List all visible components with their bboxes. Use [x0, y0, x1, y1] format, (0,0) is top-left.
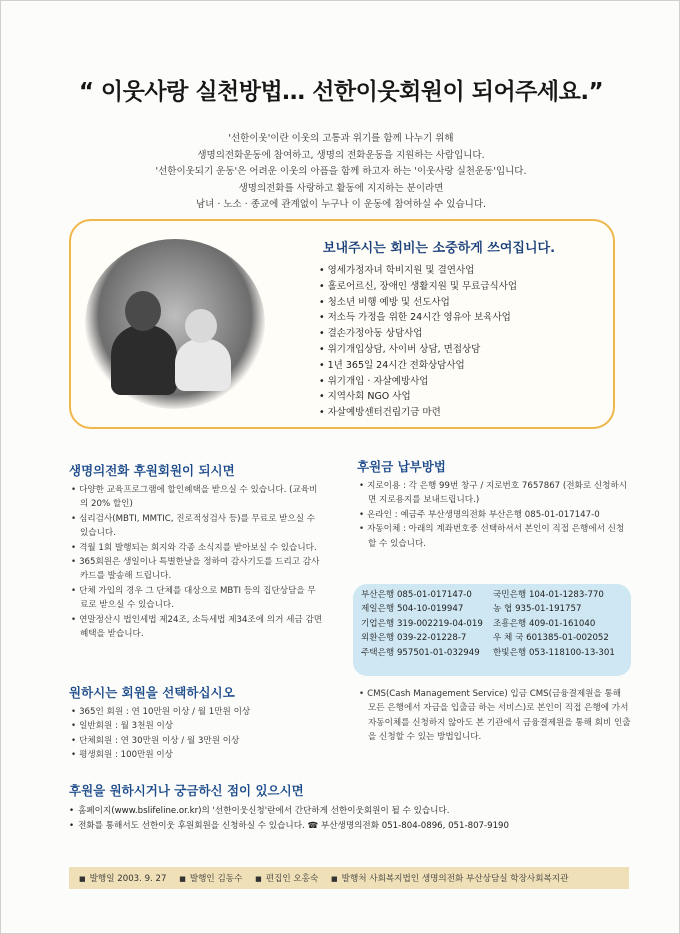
- list-item: • CMS(Cash Management Service) 입금 CMS(금융결제원을 통해 모든 은행에서 자금을 입출금 하는 서비스)로 본인이 직접 은행에 가서 자동이체를 신청하지 않아도 본 기관에서 금융결제원을 통해 회비 인출을 신청할 수 있는 방법입니다.: [359, 687, 631, 745]
- list-item: • 지로이용 : 각 은행 99번 창구 / 지로번호 7657867 (전화로 신청하시면 지로용지를 보내드립니다.): [359, 479, 631, 508]
- bank-column-right: [493, 588, 615, 660]
- bank-account: 우 체 국 601385-01-002052: [493, 633, 609, 644]
- list-item: • 일반회원 : 월 3천원 이상: [71, 719, 323, 733]
- person-head: [185, 309, 217, 343]
- list-item: • 자동이체 : 아래의 계좌번호중 선택하셔서 본인이 직접 은행에서 신청할 수 있습니다.: [359, 522, 631, 551]
- fund-usage-title: 보내주시는 회비는 소중하게 쓰여집니다.: [323, 241, 556, 256]
- bank-account: 기업은행 319-002219-04-019: [361, 618, 483, 629]
- list-item: • 격월 1회 발행되는 회지와 각종 소식지를 받아보실 수 있습니다.: [71, 541, 323, 555]
- bank-account: 외환은행 039-22-01228-7: [361, 633, 467, 644]
- list-item: • 1년 365일 24시간 전화상담사업: [319, 358, 517, 374]
- intro-line: 생명의전화운동에 참여하고, 생명의 전화운동을 지원하는 사람입니다.: [197, 149, 485, 161]
- bank-account: 한빛은행 053-118100-13-301: [493, 647, 615, 658]
- payment-title: 후원금 납부방법: [357, 459, 446, 474]
- benefits-title: 생명의전화 후원회원이 되시면: [69, 463, 235, 478]
- bank-account: 부산은행 085-01-017147-0: [361, 590, 472, 600]
- list-item: • 연말정산시 법인세법 제24조, 소득세법 제34조에 의거 세금 감면혜택을 받습니다.: [71, 613, 323, 642]
- membership-list: [71, 705, 323, 763]
- bank-column-left: [361, 588, 483, 660]
- bank-account: 제일은행 504-10-019947: [361, 604, 464, 615]
- list-item: • 다양한 교육프로그램에 할인혜택을 받으실 수 있습니다. (교육비의 20% 할인): [71, 483, 323, 512]
- list-item: • 지역사회 NGO 사업: [319, 389, 517, 405]
- cms-note: [359, 687, 631, 745]
- person-head: [125, 291, 161, 331]
- payment-list: [359, 479, 631, 551]
- intro-line: 생명의전화를 사랑하고 활동에 지지하는 분이라면: [238, 182, 444, 194]
- inquiry-contact: [69, 804, 509, 834]
- bank-account: 주택은행 957501-01-032949: [361, 647, 480, 658]
- fund-usage-list: [319, 263, 517, 421]
- publish-date: ■ 발행일 2003. 9. 27: [79, 874, 166, 884]
- list-item: • 자살예방센터건립기금 마련: [319, 405, 517, 421]
- bank-accounts-box: [353, 584, 631, 676]
- list-item: • 365인 회원 : 연 10만원 이상 / 월 1만원 이상: [71, 705, 323, 719]
- list-item: • 단체 가입의 경우 그 단체를 대상으로 MBTI 등의 집단상담을 무료로 받으실 수 있습니다.: [71, 584, 323, 613]
- inquiry-title: 후원을 원하시거나 궁금하신 점이 있으시면: [69, 783, 304, 798]
- issuer: ■ 발행처 사회복지법인 생명의전화 부산상담실 학장사회복지관: [331, 874, 568, 884]
- list-item: • 심리검사(MBTI, MMTIC, 진로적성검사 등)를 무료로 받으실 수 있습니다.: [71, 512, 323, 541]
- bank-account: 농 협 935-01-191757: [493, 604, 582, 615]
- list-item: • 위기개입 · 자살예방사업: [319, 374, 517, 390]
- list-item: • 단체회원 : 연 30만원 이상 / 월 3만원 이상: [71, 734, 323, 748]
- intro-text: [91, 131, 591, 214]
- benefits-list: [71, 483, 323, 641]
- list-item: • 위기개입상담, 사이버 상담, 면접상담: [319, 342, 517, 358]
- fund-usage-box: [69, 219, 615, 429]
- intro-line: '선한이웃'이란 이웃의 고통과 위기를 함께 나누기 위해: [228, 133, 454, 144]
- bank-account: 국민은행 104-01-1283-770: [493, 590, 604, 600]
- publisher: ■ 발행인 김동수: [179, 874, 242, 884]
- person-silhouette: [175, 339, 231, 391]
- list-item: • 영세가정자녀 학비지원 및 결연사업: [319, 263, 517, 279]
- membership-title: 원하시는 회원을 선택하십시오: [69, 685, 235, 700]
- list-item: • 평생회원 : 100만원 이상: [71, 748, 323, 762]
- list-item: • 청소년 비행 예방 및 선도사업: [319, 295, 517, 311]
- intro-line: 남녀 · 노소 · 종교에 관계없이 누구나 이 운동에 참여하실 수 있습니다.: [195, 199, 487, 211]
- person-silhouette: [111, 325, 177, 395]
- bank-account: 조흥은행 409-01-161040: [493, 618, 596, 629]
- headline: “ 이웃사랑 실천방법… 선한이웃회원이 되어주세요.”: [78, 79, 604, 105]
- list-item: • 홀로어르신, 장애인 생활지원 및 무료급식사업: [319, 279, 517, 295]
- list-item: • 365회원은 생일이나 특별한날을 정하여 감사기도를 드리고 감사카드를 발송해 드립니다.: [71, 555, 323, 584]
- list-item: • 온라인 : 예금주 부산생명의전화 부산은행 085-01-017147-0: [359, 508, 631, 522]
- intro-line: '선한이웃되기 운동'은 어려운 이웃의 아픔을 함께 하고자 하는 '이웃사랑 실천운동'입니다.: [155, 166, 527, 178]
- homepage-line: • 홈페이지(www.bslifeline.or.kr)의 '선한이웃신청'란에서 간단하게 선한이웃회원이 될 수 있습니다.: [69, 804, 509, 819]
- list-item: • 결손가정아동 상담사업: [319, 326, 517, 342]
- volunteer-photo: [85, 239, 265, 409]
- editor: ■ 편집인 오홍숙: [255, 874, 318, 884]
- list-item: • 저소득 가정을 위한 24시간 영유아 보육사업: [319, 310, 517, 326]
- phone-line: • 전화를 통해서도 선한이웃 후원회원을 신청하실 수 있습니다. ☎ 부산생명의전화 051-804-0896, 051-807-9190: [69, 819, 509, 834]
- publication-footer: [69, 867, 629, 889]
